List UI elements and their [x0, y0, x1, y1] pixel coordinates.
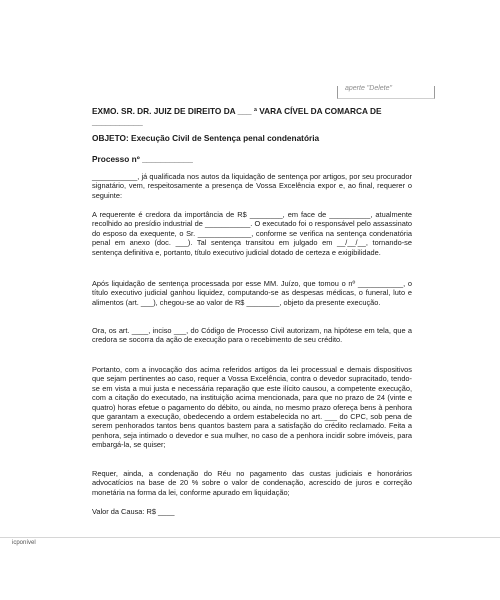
paragraph-liquidation: Após liquidação de sentença processada por esse MM. Juízo, que tomou o nº ___________, o título executivo judicial ganhou liquidez, computando-se as despesas médicas, o funeral, luto e alimentos (art. ___), chegou-se ao valor de R$ ________, objeto da presente execução. — [92, 279, 412, 307]
object-line: OBJETO: Execução Civil de Sentença penal condenatória — [92, 133, 320, 143]
delete-hint-text: aperte "Delete" — [345, 85, 392, 92]
footer-divider — [0, 537, 500, 538]
document-heading: EXMO. SR. DR. JUIZ DE DIREITO DA ___ ª VARA CÍVEL DA COMARCA DE ___________ — [92, 106, 382, 127]
paragraph-costs: Requer, ainda, a condenação do Réu no pagamento das custas judiciais e honorários advocatícios na base de 20 % sobre o valor de condenação, acrescido de juros e correção monetária na forma da lei, conforme apurado em liquidação; — [92, 469, 412, 497]
paragraph-intro: ___________, já qualificada nos autos da liquidação de sentença por artigos, por seu procurador signatário, vem, respeitosamente a presença de Vossa Excelência expor e, ao final, requerer o seguinte: — [92, 172, 412, 200]
footer-label: icponível — [12, 540, 36, 546]
paragraph-legal-basis: Ora, os art. ____, inciso ___, do Código de Processo Civil autorizam, na hipótese em tela, que a credora se socorra da ação de execução para o recebimento de seu crédito. — [92, 326, 412, 345]
process-number-line: Processo nº ___________ — [92, 154, 193, 164]
paragraph-request: Portanto, com a invocação dos acima referidos artigos da lei processual e demais dispositivos que sejam pertinentes ao caso, requer a Vossa Excelência, contra o devedor supracitado, tendo-se em vista a mui justa e necessária reparação que este ilícito causou, a competente execução, com a citação do executado, na instituição acima mencionada, para que no prazo de 24 (vinte e quatro) horas efetue o pagamento do débito, ou ainda, no mesmo prazo ofereça bens à penhora que garantam a execução, obedecendo a ordem estabelecida no art. ___ do CPC, sob pena de serem penhorados tantos bens quantos bastem para a satisfação do crédito reclamado. Feita a penhora, seja intimado o devedor e sua mulher, no caso de a penhora incidir sobre imóveis, para embargá-la, se quiser; — [92, 365, 412, 450]
claim-value-line: Valor da Causa: R$ ____ — [92, 507, 175, 516]
paragraph-credit: A requerente é credora da importância de R$ ________, em face de __________, atualmente recolhido ao presídio industrial de ___________. O executado foi o responsável pelo assassinato do esposo da exequente, o Sr. _____________, conforme se verifica na sentença condenatória penal em anexo (doc. ___). Tal sentença transitou em julgado em __/__/__, tornando-se sentença definitiva e, portanto, título executivo judicial dotado de certeza e exigibilidade. — [92, 210, 412, 257]
